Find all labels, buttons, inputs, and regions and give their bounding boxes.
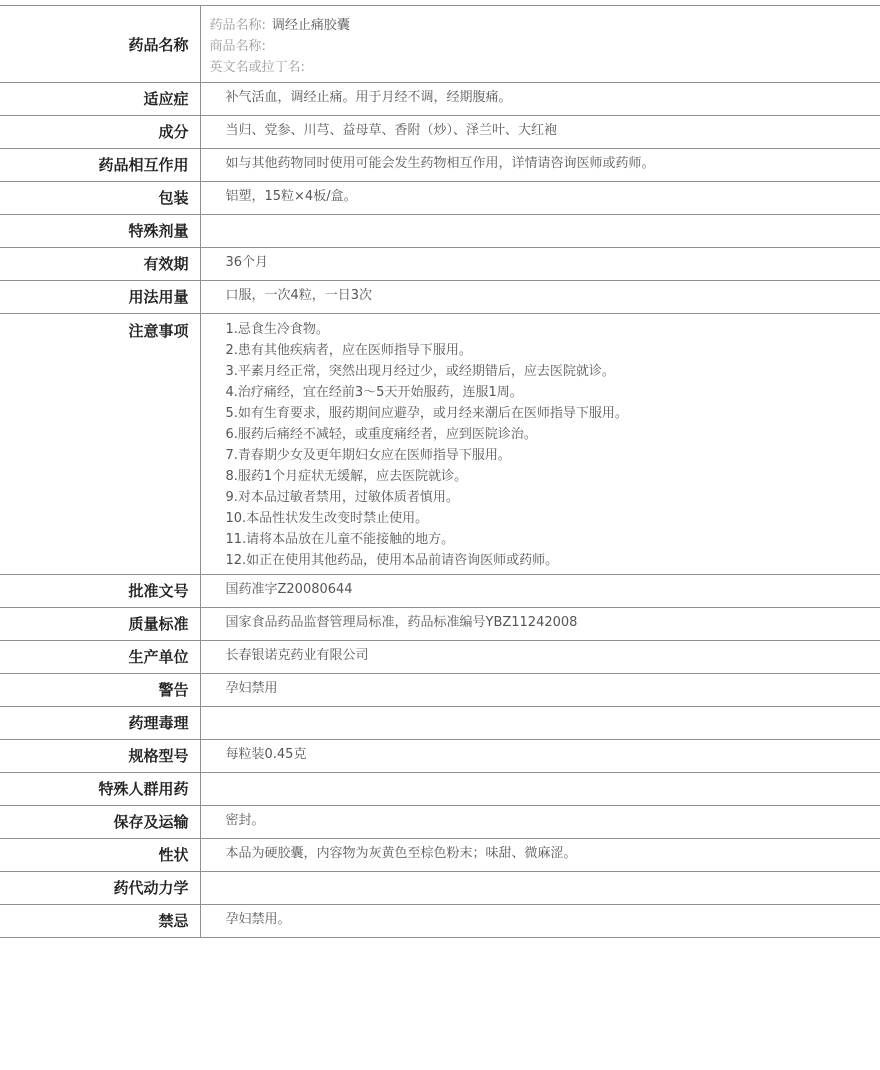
row-value: 孕妇禁用。 <box>200 905 880 938</box>
row-label: 药品相互作用 <box>0 149 200 182</box>
row-special-dosage <box>0 215 880 248</box>
row-value: 本品为硬胶囊，内容物为灰黄色至棕色粉末；味甜、微麻涩。 <box>200 839 880 872</box>
row-label: 用法用量 <box>0 281 200 314</box>
row-drug-name <box>0 6 880 83</box>
row-value <box>200 773 880 806</box>
row-special-population <box>0 773 880 806</box>
row-label: 禁忌 <box>0 905 200 938</box>
generic-name-value: 调经止痛胶囊 <box>271 18 350 33</box>
row-value <box>200 314 880 575</box>
row-label: 生产单位 <box>0 641 200 674</box>
row-description <box>0 839 880 872</box>
row-label: 特殊人群用药 <box>0 773 200 806</box>
precaution-item: 2.患有其他疾病者，应在医师指导下服用。 <box>225 343 472 358</box>
row-label: 保存及运输 <box>0 806 200 839</box>
precaution-item: 3.平素月经正常，突然出现月经过少，或经期错后，应去医院就诊。 <box>225 364 615 379</box>
precaution-item: 11.请将本品放在儿童不能接触的地方。 <box>225 532 455 547</box>
row-precautions <box>0 314 880 575</box>
row-value: 密封。 <box>200 806 880 839</box>
row-value: 口服，一次4粒，一日3次 <box>200 281 880 314</box>
row-storage-transport <box>0 806 880 839</box>
row-pharmacology-toxicology <box>0 707 880 740</box>
precaution-item: 10.本品性状发生改变时禁止使用。 <box>225 511 429 526</box>
english-name-line <box>210 57 880 78</box>
row-value: 补气活血，调经止痛。用于月经不调，经期腹痛。 <box>200 83 880 116</box>
row-contraindications <box>0 905 880 938</box>
row-value: 孕妇禁用 <box>200 674 880 707</box>
trade-name-label: 商品名称: <box>209 39 266 54</box>
row-label: 规格型号 <box>0 740 200 773</box>
row-label: 警告 <box>0 674 200 707</box>
english-name-label: 英文名或拉丁名: <box>209 60 305 75</box>
row-specification <box>0 740 880 773</box>
row-label: 质量标准 <box>0 608 200 641</box>
precaution-item: 5.如有生育要求，服药期间应避孕，或月经来潮后在医师指导下服用。 <box>225 406 628 421</box>
row-approval-number <box>0 575 880 608</box>
row-label: 药理毒理 <box>0 707 200 740</box>
precaution-item: 7.青春期少女及更年期妇女应在医师指导下服用。 <box>225 448 511 463</box>
row-label: 药品名称 <box>0 6 200 83</box>
row-label: 批准文号 <box>0 575 200 608</box>
row-indications <box>0 83 880 116</box>
row-ingredients <box>0 116 880 149</box>
row-quality-standard <box>0 608 880 641</box>
precaution-item: 1.忌食生冷食物。 <box>225 322 329 337</box>
generic-name-label: 药品名称: <box>209 18 266 33</box>
row-interactions <box>0 149 880 182</box>
row-dosage <box>0 281 880 314</box>
row-value <box>200 707 880 740</box>
drug-spec-table <box>0 5 880 938</box>
precaution-item: 6.服药后痛经不减轻，或重度痛经者，应到医院诊治。 <box>225 427 537 442</box>
row-packaging <box>0 182 880 215</box>
row-value <box>200 872 880 905</box>
precaution-item: 12.如正在使用其他药品，使用本品前请咨询医师或药师。 <box>225 553 559 568</box>
row-label: 有效期 <box>0 248 200 281</box>
row-manufacturer <box>0 641 880 674</box>
row-label: 包装 <box>0 182 200 215</box>
precaution-item: 4.治疗痛经，宜在经前3～5天开始服药，连服1周。 <box>225 385 523 400</box>
row-label: 性状 <box>0 839 200 872</box>
row-warning <box>0 674 880 707</box>
generic-name-line <box>210 15 880 36</box>
row-value: 当归、党参、川芎、益母草、香附（炒）、泽兰叶、大红袍 <box>200 116 880 149</box>
precaution-item: 8.服药1个月症状无缓解，应去医院就诊。 <box>225 469 468 484</box>
row-label: 注意事项 <box>0 314 200 575</box>
row-value: 国家食品药品监督管理局标准，药品标准编号YBZ11242008 <box>200 608 880 641</box>
row-value <box>200 215 880 248</box>
row-value: 国药准字Z20080644 <box>200 575 880 608</box>
trade-name-line <box>210 36 880 57</box>
row-value <box>200 6 880 83</box>
row-label: 成分 <box>0 116 200 149</box>
row-value: 每粒装0.45克 <box>200 740 880 773</box>
row-value: 如与其他药物同时使用可能会发生药物相互作用，详情请咨询医师或药师。 <box>200 149 880 182</box>
row-value: 长春银诺克药业有限公司 <box>200 641 880 674</box>
row-label: 药代动力学 <box>0 872 200 905</box>
precautions-list <box>226 319 880 571</box>
row-value: 36个月 <box>200 248 880 281</box>
row-value: 铝塑，15粒×4板/盒。 <box>200 182 880 215</box>
row-pharmacokinetics <box>0 872 880 905</box>
precaution-item: 9.对本品过敏者禁用，过敏体质者慎用。 <box>225 490 459 505</box>
row-label: 适应症 <box>0 83 200 116</box>
row-label: 特殊剂量 <box>0 215 200 248</box>
row-shelf-life <box>0 248 880 281</box>
